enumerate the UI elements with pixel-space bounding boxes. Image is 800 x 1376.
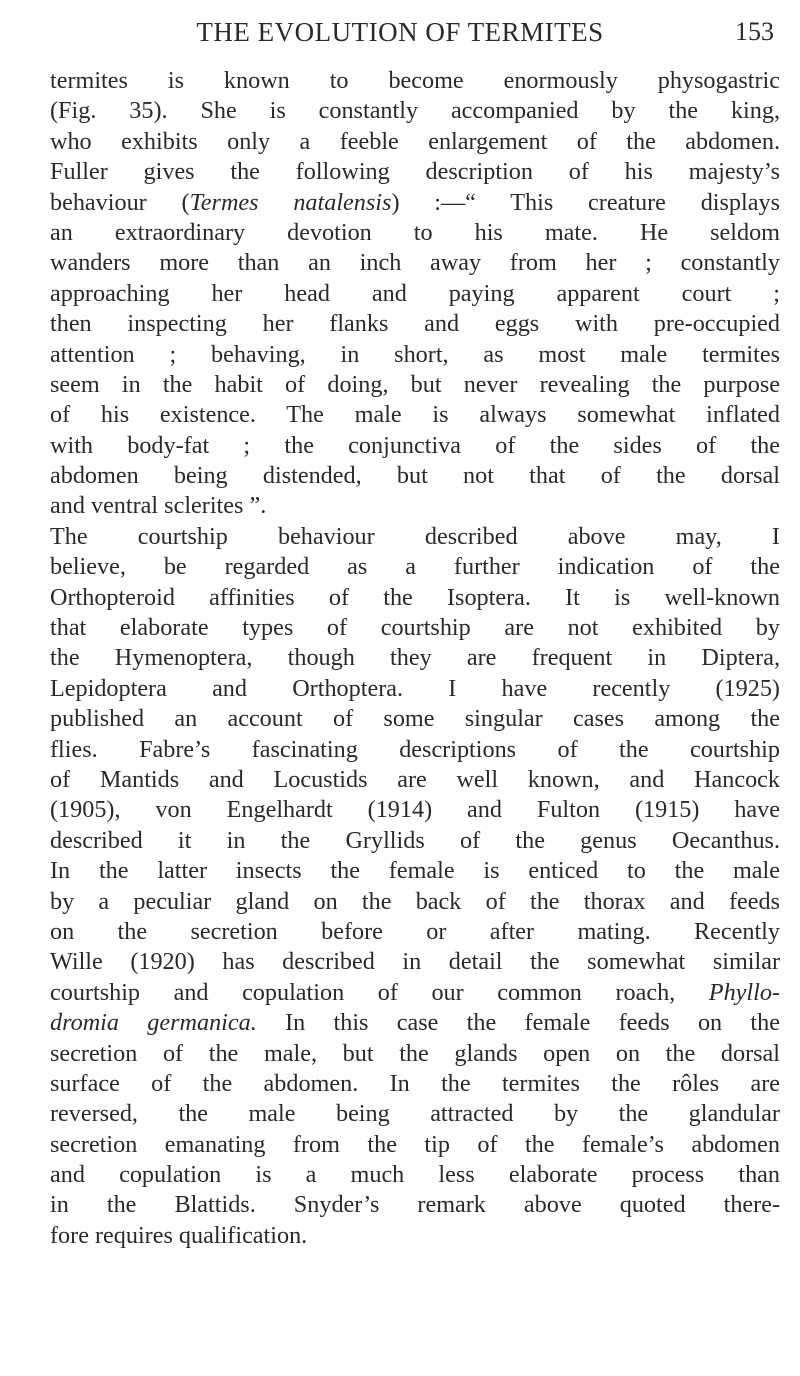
text-line: Orthopteroid affinities of the Isoptera. It is well-known xyxy=(50,583,780,611)
running-head xyxy=(0,12,800,52)
text-line: dromia germanica. In this case the female feeds on the xyxy=(50,1009,780,1037)
page-number: 153 xyxy=(735,17,774,46)
body-text xyxy=(50,66,780,1251)
text-line: believe, be regarded as a further indication of the xyxy=(50,553,780,581)
text-line: in the Blattids. Snyder’s remark above quoted there- xyxy=(50,1191,780,1219)
text-line: Fuller gives the following description of his majesty’s xyxy=(50,158,780,186)
text-line: surface of the abdomen. In the termites the rôles are xyxy=(50,1069,780,1097)
text-line: with body-fat ; the conjunctiva of the sides of the xyxy=(50,431,780,459)
text-line: the Hymenoptera, though they are frequent in Diptera, xyxy=(50,644,780,672)
text-line: and copulation is a much less elaborate process than xyxy=(50,1161,780,1189)
text-line: of Mantids and Locustids are well known, and Hancock xyxy=(50,765,780,793)
text-line: and ventral sclerites ”. xyxy=(50,492,267,520)
text-line: described it in the Gryllids of the genus Oecanthus. xyxy=(50,826,780,854)
text-line: In the latter insects the female is enticed to the male xyxy=(50,857,780,885)
text-line: secretion emanating from the tip of the female’s abdomen xyxy=(50,1130,780,1158)
text-line: behaviour (Termes natalensis) :—“ This creature displays xyxy=(50,188,780,216)
text-line: wanders more than an inch away from her ; constantly xyxy=(50,249,780,277)
text-line: (1905), von Engelhardt (1914) and Fulton (1915) have xyxy=(50,796,780,824)
text-line: who exhibits only a feeble enlargement of the abdomen. xyxy=(50,127,780,155)
text-line: seem in the habit of doing, but never revealing the purpose xyxy=(50,370,780,398)
running-title: THE EVOLUTION OF TERMITES xyxy=(196,17,604,47)
text-line: Lepidoptera and Orthoptera. I have recently (1925) xyxy=(50,674,780,702)
text-line: approaching her head and paying apparent court ; xyxy=(50,279,780,307)
italic-text: Phyllo- xyxy=(708,978,780,1006)
text-line: secretion of the male, but the glands open on the dorsal xyxy=(50,1039,780,1067)
italic-text: Termes natalensis xyxy=(189,188,392,216)
text-line: by a peculiar gland on the back of the thorax and feeds xyxy=(50,887,780,915)
text-line: Wille (1920) has described in detail the somewhat similar xyxy=(50,948,780,976)
text-line: The courtship behaviour described above may, I xyxy=(50,522,780,550)
italic-text: dromia germanica. xyxy=(50,1009,257,1037)
text-line: flies. Fabre’s fascinating descriptions of the courtship xyxy=(50,735,780,763)
text-line: then inspecting her flanks and eggs with pre-occupied xyxy=(50,310,780,338)
text-line: reversed, the male being attracted by the glandular xyxy=(50,1100,780,1128)
text-line: fore requires qualification. xyxy=(50,1221,308,1249)
text-line: courtship and copulation of our common roach, Phyllo- xyxy=(50,978,780,1006)
text-line: that elaborate types of courtship are not exhibited by xyxy=(50,614,780,642)
text-line: abdomen being distended, but not that of the dorsal xyxy=(50,462,780,490)
text-line: (Fig. 35). She is constantly accompanied by the king, xyxy=(50,97,780,125)
text-line: on the secretion before or after mating. Recently xyxy=(50,917,780,945)
text-line: of his existence. The male is always somewhat inflated xyxy=(50,401,780,429)
text-line: termites is known to become enormously physogastric xyxy=(50,67,780,94)
text-line: attention ; behaving, in short, as most male termites xyxy=(50,340,780,368)
text-line: published an account of some singular cases among the xyxy=(50,705,780,733)
text-line: an extraordinary devotion to his mate. He seldom xyxy=(50,218,780,246)
